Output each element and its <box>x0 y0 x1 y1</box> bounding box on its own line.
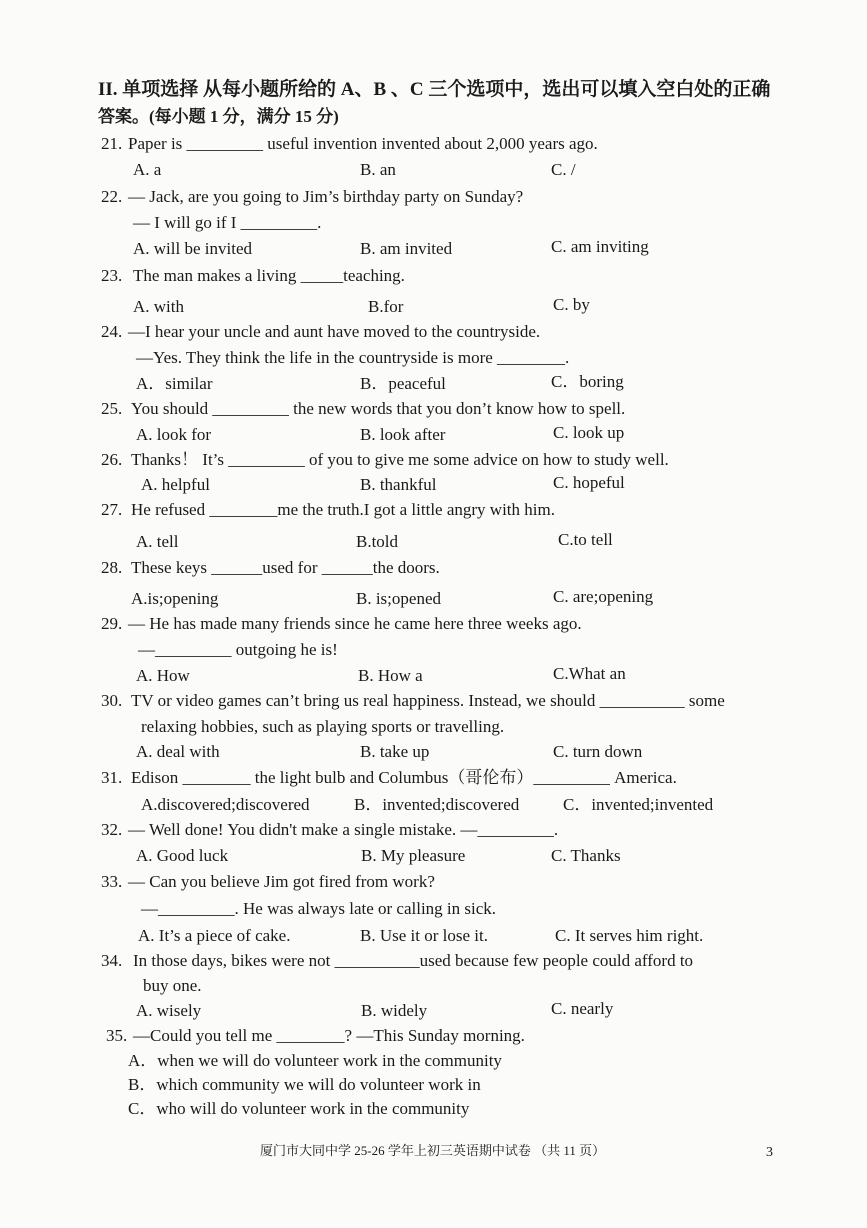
question-number: 28. <box>101 558 123 577</box>
question-number: 25. <box>101 399 123 418</box>
question-text: These keys ______used for ______the doors. <box>131 558 440 577</box>
question-number: 26. <box>101 450 123 469</box>
question-text: Thanks！ It’s _________ of you to give me some advice on how to study well. <box>131 450 669 469</box>
option-c: C．who will do volunteer work in the community <box>128 1099 470 1118</box>
option-b: B. thankful <box>360 475 437 494</box>
question-text: — Jack, are you going to Jim’s birthday party on Sunday? <box>128 187 524 206</box>
option-a: A. tell <box>136 532 179 551</box>
option-c: C. turn down <box>553 742 643 761</box>
option-b: B. am invited <box>360 239 453 258</box>
question-text-line2: —_________ outgoing he is! <box>138 640 338 659</box>
question-text: The man makes a living _____teaching. <box>133 266 405 285</box>
page-footer: 厦门市大同中学 25-26 学年上初三英语期中试卷 （共 11 页） <box>260 1143 606 1158</box>
option-c: C．invented;invented <box>563 795 714 814</box>
question-text: He refused ________me the truth.I got a little angry with him. <box>131 500 555 519</box>
question-text-line2: —_________. He was always late or calling in sick. <box>141 899 497 918</box>
option-a: A. It’s a piece of cake. <box>138 926 291 945</box>
option-b: B．which community we will do volunteer work in <box>128 1075 481 1094</box>
question-text: — Well done! You didn't make a single mistake. —_________. <box>128 820 559 839</box>
option-c: C.to tell <box>558 530 613 549</box>
option-a: A. will be invited <box>133 239 252 258</box>
option-a: A.discovered;discovered <box>141 795 310 814</box>
question-text-line2: relaxing hobbies, such as playing sports or travelling. <box>141 717 505 736</box>
option-b: B.told <box>356 532 399 551</box>
question-text: —Could you tell me ________? —This Sunday morning. <box>133 1026 525 1045</box>
question-number: 35. <box>106 1026 128 1045</box>
question-text: Paper is _________ useful invention invented about 2,000 years ago. <box>128 134 598 153</box>
question-text-line2: —Yes. They think the life in the countryside is more ________. <box>136 348 570 367</box>
question-number: 32. <box>101 820 123 839</box>
option-c: C. am inviting <box>551 237 649 256</box>
option-a: A.is;opening <box>131 589 219 608</box>
option-b: B. look after <box>360 425 446 444</box>
option-c: C. hopeful <box>553 473 625 492</box>
question-text: TV or video games can’t bring us real happiness. Instead, we should __________ some <box>131 691 725 710</box>
option-c: C．boring <box>551 372 624 391</box>
option-a: A. deal with <box>136 742 220 761</box>
question-text: Edison ________ the light bulb and Columbus（哥伦布）_________ America. <box>131 768 677 787</box>
question-number: 21. <box>101 134 123 153</box>
question-text-line2: — I will go if I _________. <box>133 213 322 232</box>
question-text: In those days, bikes were not __________used because few people could afford to <box>133 951 694 970</box>
option-b: B. Use it or lose it. <box>360 926 488 945</box>
question-text: — Can you believe Jim got fired from work? <box>128 872 435 891</box>
question-number: 27. <box>101 500 123 519</box>
question-number: 33. <box>101 872 123 891</box>
option-c: C. It serves him right. <box>555 926 704 945</box>
section-instructions: 答案。(每小题 1 分，满分 15 分) <box>98 107 339 126</box>
option-c: C. / <box>551 160 576 179</box>
option-b: B. widely <box>361 1001 428 1020</box>
option-c: C.What an <box>553 664 626 683</box>
option-c: C. by <box>553 295 590 314</box>
option-a: A. a <box>133 160 162 179</box>
option-b: B．invented;discovered <box>354 795 520 814</box>
option-a: A. How <box>136 666 190 685</box>
option-c: C. are;opening <box>553 587 654 606</box>
question-number: 31. <box>101 768 123 787</box>
option-b: B．peaceful <box>360 374 446 393</box>
option-b: B. take up <box>360 742 430 761</box>
option-a: A. wisely <box>136 1001 202 1020</box>
question-number: 24. <box>101 322 123 341</box>
option-a: A. helpful <box>141 475 210 494</box>
option-a: A．when we will do volunteer work in the community <box>128 1051 502 1070</box>
option-c: C. nearly <box>551 999 614 1018</box>
question-text: —I hear your uncle and aunt have moved to the countryside. <box>128 322 541 341</box>
option-b: B. How a <box>358 666 423 685</box>
option-a: A. with <box>133 297 184 316</box>
question-number: 34. <box>101 951 123 970</box>
question-number: 23. <box>101 266 123 285</box>
question-number: 29. <box>101 614 123 633</box>
option-a: A. look for <box>136 425 212 444</box>
option-b: B. My pleasure <box>361 846 466 865</box>
option-b: B.for <box>368 297 404 316</box>
option-a: A. Good luck <box>136 846 229 865</box>
question-text: — He has made many friends since he came here three weeks ago. <box>128 614 582 633</box>
question-text-line2: buy one. <box>143 976 202 995</box>
question-text: You should _________ the new words that you don’t know how to spell. <box>131 399 626 418</box>
question-number: 30. <box>101 691 123 710</box>
option-c: C. look up <box>553 423 625 442</box>
option-b: B. is;opened <box>356 589 441 608</box>
option-b: B. an <box>360 160 396 179</box>
option-c: C. Thanks <box>551 846 621 865</box>
section-heading: II. 单项选择 从每小题所给的 A、B 、C 三个选项中，选出可以填入空白处的正确 <box>98 79 771 100</box>
option-a: A．similar <box>136 374 213 393</box>
question-number: 22. <box>101 187 123 206</box>
page-number: 3 <box>766 1145 773 1160</box>
